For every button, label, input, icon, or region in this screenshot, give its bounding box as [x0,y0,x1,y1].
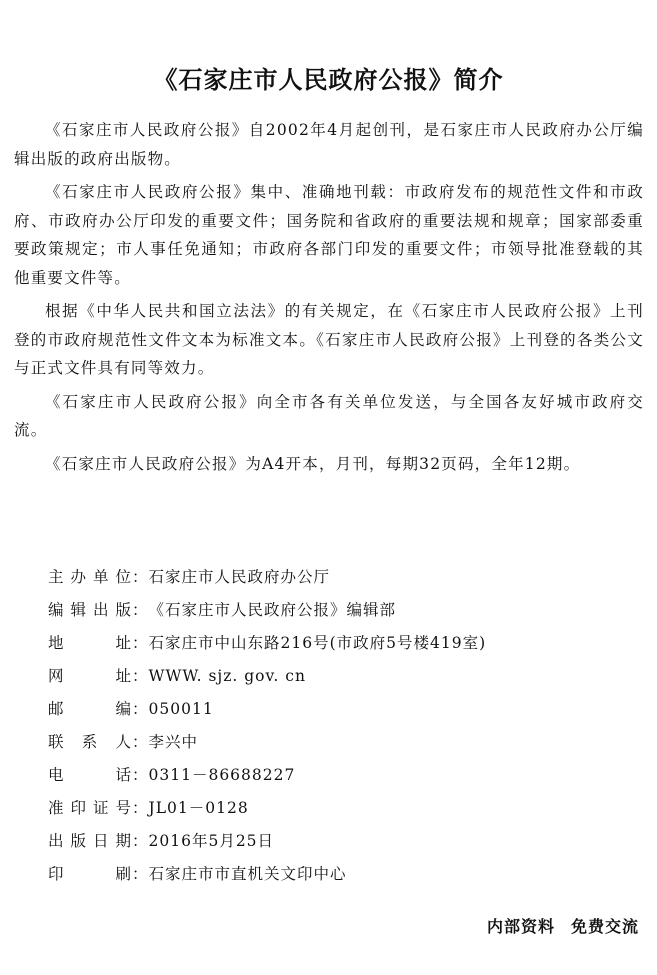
info-value: WWW. sjz. gov. cn [148,667,306,685]
info-label: 印刷 [48,865,132,883]
info-label: 网址 [48,667,132,685]
info-value: 2016年5月25日 [148,832,275,850]
info-separator: ： [132,865,149,883]
info-row-date [48,830,648,863]
info-value: 石家庄市中山东路216号(市政府5号楼419室) [148,634,487,652]
info-value: 李兴中 [148,733,199,751]
info-separator: ： [132,733,149,751]
info-separator: ： [132,667,149,685]
info-label: 出版日期 [48,832,132,850]
info-value: JL01－0128 [148,799,249,817]
footer-free: 免费交流 [570,917,639,936]
footer-internal: 内部资料 [486,917,555,936]
info-row-postcode [48,698,648,731]
page-title: 《石家庄市人民政府公报》简介 [153,66,504,94]
info-row-sponsor [48,566,648,599]
intro-paragraph: 《石家庄市人民政府公报》自2002年4月起创刊，是石家庄市人民政府办公厅编辑出版的政府出版物。 [14,121,644,168]
info-value: 石家庄市市直机关文印中心 [148,865,347,883]
info-separator: ： [132,799,149,817]
intro-section [14,116,644,483]
info-label: 邮编 [48,700,132,718]
info-value: 《石家庄市人民政府公报》编辑部 [148,601,397,619]
info-row-printer [48,863,648,896]
info-separator: ： [132,700,149,718]
intro-paragraph: 《石家庄市人民政府公报》向全市各有关单位发送，与全国各友好城市政府交流。 [14,392,644,439]
info-label: 联系人 [48,733,132,751]
info-value: 0311－86688227 [148,766,296,784]
info-label: 准印证号 [48,799,132,817]
info-separator: ： [132,766,149,784]
info-separator: ： [132,568,149,586]
info-label: 地址 [48,634,132,652]
info-row-editor [48,599,648,632]
info-row-contact [48,731,648,764]
info-value: 050011 [148,700,214,718]
info-row-website [48,665,648,698]
intro-paragraph: 根据《中华人民共和国立法法》的有关规定，在《石家庄市人民政府公报》上刊登的市政府规范性文件文本为标准文本。《石家庄市人民政府公报》上刊登的各类公文与正式文件具有同等效力。 [14,302,644,377]
intro-paragraph: 《石家庄市人民政府公报》为A4开本，月刊，每期32页码，全年12期。 [45,454,581,473]
info-row-address [48,632,648,665]
info-value: 石家庄市人民政府办公厅 [148,568,331,586]
intro-paragraph: 《石家庄市人民政府公报》集中、准确地刊载：市政府发布的规范性文件和市政府、市政府办公厅印发的重要文件；国务院和省政府的重要法规和规章；国家部委重要政策规定；市人事任免通知；市政府各部门印发的重要文件；市领导批准登载的其他重要文件等。 [14,183,644,287]
info-separator: ： [132,601,149,619]
info-label: 主办单位 [48,568,132,586]
info-label: 编辑出版 [48,601,132,619]
footer-note [487,914,639,937]
info-row-permit [48,797,648,830]
info-separator: ： [132,832,149,850]
info-label: 电话 [48,766,132,784]
info-separator: ： [132,634,149,652]
publication-info [48,566,648,896]
info-row-phone [48,764,648,797]
